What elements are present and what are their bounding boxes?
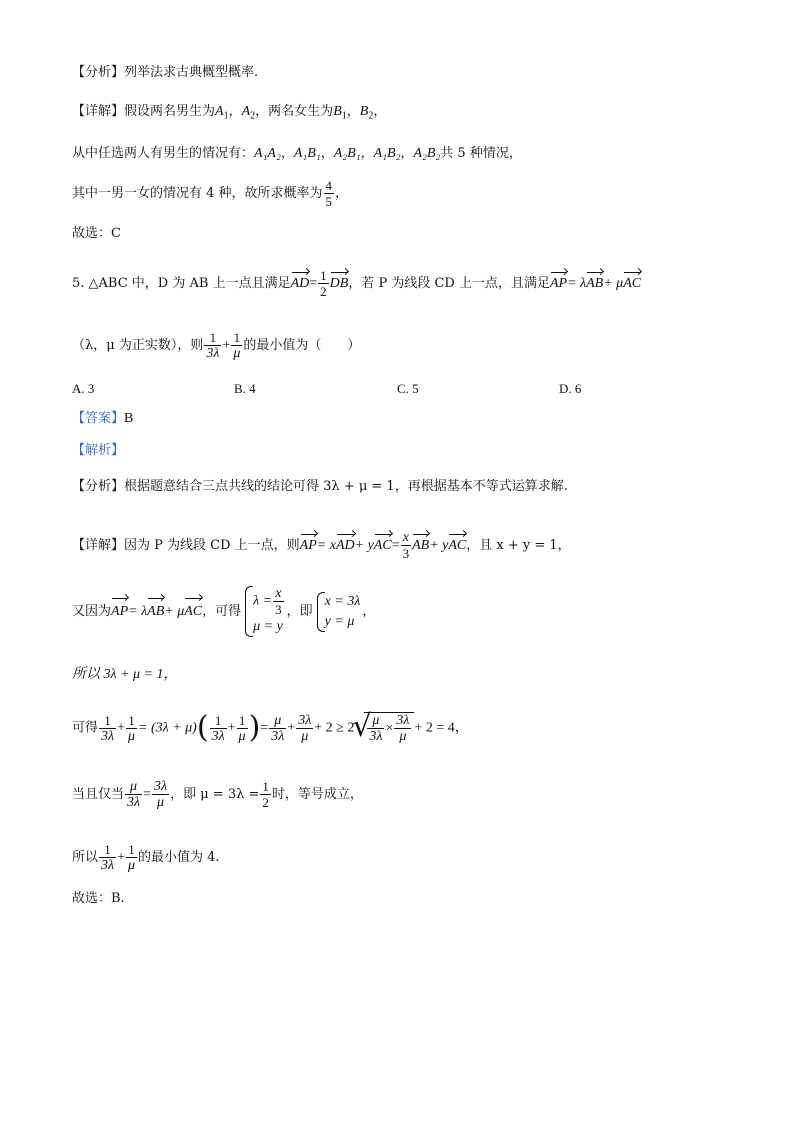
fraction	[152, 779, 169, 810]
vector-ap: AP	[299, 538, 317, 553]
vector-ab: AB	[147, 601, 164, 623]
detail-text: 所以	[72, 850, 99, 865]
system-row: x = 3λ	[324, 593, 361, 609]
operator: + 2 = 4，	[414, 720, 469, 736]
detail-tag: 【详解】	[72, 104, 125, 119]
option-a: A. 3	[72, 381, 95, 396]
question-number: 5.	[72, 276, 85, 291]
fraction	[204, 330, 221, 361]
q5-choice: 故选：B.	[72, 891, 125, 906]
pair: A₁B₁	[293, 146, 321, 161]
fraction	[231, 330, 242, 361]
solution-tag-text: 【解析】	[72, 443, 125, 458]
vector-ac: AC	[373, 538, 392, 553]
detail-text: 当且仅当	[72, 787, 125, 802]
denominator: 2	[262, 795, 269, 810]
numerator: x	[273, 586, 284, 602]
pair: A₁B₂	[373, 146, 401, 161]
system-row: y = μ	[324, 613, 355, 629]
numerator: μ	[125, 779, 142, 795]
vector-ab: AB	[412, 538, 430, 553]
q5-detail-line3	[72, 666, 178, 684]
operator: + 2 ≥ 2	[314, 720, 355, 736]
q5-detail-line2	[72, 586, 375, 637]
pair: A₁A₂	[254, 146, 281, 161]
denominator: 3λ	[271, 728, 285, 744]
operator: + μ	[164, 604, 185, 619]
pair: A₂B₁	[333, 146, 361, 161]
vector-ac: AC	[448, 538, 467, 553]
denominator: 3λ	[101, 858, 115, 873]
detail-text: 时，等号成立，	[271, 787, 363, 802]
operator: + y	[429, 538, 449, 553]
denominator: μ	[233, 346, 241, 361]
numerator: 1	[204, 330, 221, 346]
subscript: 1	[223, 110, 229, 122]
denominator: μ	[157, 795, 165, 810]
fraction	[126, 713, 137, 744]
fraction	[125, 779, 142, 810]
operator: + y	[354, 538, 374, 553]
option-d: D. 6	[559, 381, 582, 396]
detail-text: 的最小值为 4.	[138, 850, 220, 865]
equation-system-2	[315, 592, 361, 632]
numerator: 3λ	[396, 713, 410, 728]
subscript: 2	[250, 110, 256, 122]
numerator: μ	[269, 713, 286, 729]
option-c: C. 5	[397, 381, 419, 396]
denominator: 3	[275, 602, 282, 617]
numerator: 3λ	[298, 712, 312, 728]
q4-choice: 故选：C	[72, 226, 121, 241]
operator: = (3λ + μ)	[138, 720, 197, 736]
vector-ac: AC	[623, 276, 642, 291]
denominator: μ	[238, 728, 246, 744]
detail-tag: 【详解】	[72, 538, 125, 553]
operator: = λ	[128, 604, 148, 619]
q5-detail-line4: 可得 $\frac{1}{3\lambda}$ + $\frac{1}{\mu}$ = (3λ + μ)( $\frac{1}{3\lambda}$ + $\frac{1}{\mu}$ )= $\frac{\mu}{3\lambda}$ + $\frac{3\lambda}{\mu}$ + 2 ≥ 2 √ $\frac{\mu}{3\lambda}$ × $\frac{3\lambda}{\mu}$ + 2 = 4，	[72, 712, 469, 744]
operator: = x	[316, 538, 336, 553]
denominator: 3λ	[211, 728, 225, 744]
detail-text: ，两名女生为	[255, 104, 334, 119]
numerator: 1	[231, 330, 242, 346]
analysis-tag: 【分析】	[72, 479, 125, 494]
numerator: 1	[237, 713, 248, 729]
numerator: 1	[262, 779, 269, 794]
analysis-text: 根据题意结合三点共线的结论可得 3λ + μ = 1，再根据基本不等式运算求解.	[124, 479, 568, 494]
operator: =	[309, 276, 318, 291]
detail-text: 可得	[72, 720, 99, 736]
fraction	[401, 530, 412, 561]
detail-text: 假设两名男生为	[124, 104, 216, 119]
var-b: B	[359, 104, 369, 119]
var-b: B	[333, 104, 342, 119]
operator: =	[391, 538, 400, 553]
subscript: 2	[368, 110, 374, 122]
analysis-tag: 【分析】	[72, 65, 125, 80]
operator: = λ	[567, 276, 587, 291]
denominator: μ	[301, 728, 309, 744]
operator: + μ	[603, 276, 624, 291]
answer-line	[72, 410, 133, 428]
detail-text: 又因为	[72, 604, 112, 619]
detail-text: 其中一男一女的情况有 4 种，故所求概率为	[72, 186, 323, 201]
detail-text: 从中任选两人有男生的情况有：	[72, 146, 255, 161]
denominator: μ	[128, 728, 136, 744]
stem-text: 的最小值为（ ）	[243, 338, 361, 353]
denominator: 3λ	[127, 795, 141, 810]
q5-detail-line6: 所以 $\frac{1}{3\lambda}$ + $\frac{1}{\mu}$ 的最小值为 4.	[72, 842, 220, 873]
vector-ap: AP	[549, 276, 568, 291]
fraction	[126, 842, 137, 873]
vector-ad: AD	[335, 538, 355, 553]
square-root	[364, 712, 414, 744]
denominator: 3λ	[206, 346, 220, 361]
solution-tag	[72, 442, 124, 460]
system-row-text: λ =	[253, 593, 273, 609]
detail-text: 因为 P 为线段 CD 上一点，则	[124, 538, 300, 553]
detail-text: ，即 μ = 3λ =	[170, 787, 260, 802]
numerator: 1	[126, 842, 137, 858]
q5-stem-line1	[72, 268, 641, 299]
answer-tag: 【答案】	[72, 411, 125, 426]
numerator: 1	[99, 713, 116, 729]
fraction	[394, 713, 411, 744]
denominator: μ	[399, 729, 407, 744]
option-b: B. 4	[234, 381, 256, 396]
pair: A₂B₂	[413, 146, 441, 161]
denominator: 5	[325, 194, 333, 209]
q4-analysis-line	[72, 64, 258, 82]
operator: =	[260, 720, 269, 736]
detail-text: ，	[362, 604, 376, 619]
denominator: 3λ	[369, 729, 383, 744]
fraction	[367, 713, 384, 744]
q4-detail-line3: 其中一男一女的情况有 4 种，故所求概率为 $\frac{4}{5}$ ，	[72, 178, 349, 209]
fraction	[210, 713, 227, 744]
stem-text: △ABC 中，D 为 AB 上一点且满足	[88, 276, 291, 291]
vector-ad: AD	[290, 276, 310, 291]
denominator: 2	[320, 284, 327, 299]
detail-text: ，可得	[202, 604, 242, 619]
numerator: 1	[99, 842, 116, 858]
numerator: √ μ	[367, 713, 384, 729]
system-row	[253, 586, 285, 617]
var-a: A	[215, 104, 224, 119]
q5-stem-line2: （λ，μ 为正实数），则 $\frac{1}{3\lambda}$ + $\frac{1}{\mu}$ 的最小值为（ ）	[72, 330, 361, 361]
vector-ab: AB	[586, 276, 604, 291]
fraction	[324, 178, 335, 209]
stem-text: （λ，μ 为正实数），则	[72, 338, 204, 353]
detail-text: ，即	[286, 604, 313, 619]
operator: ×	[385, 721, 394, 736]
vector-db: DB	[329, 276, 349, 291]
vector-ac: AC	[184, 601, 202, 623]
subscript: 1	[341, 110, 347, 122]
vector-ap: AP	[111, 601, 128, 623]
detail-text: 所以 3λ + μ = 1，	[72, 667, 178, 682]
numerator: 4	[325, 178, 333, 193]
fraction	[269, 713, 286, 744]
q4-detail-line1: 【详解】假设两名男生为$A_1$，$A_2$，两名女生为$B_1$，$B_2$，	[72, 104, 387, 122]
fraction	[273, 586, 284, 617]
fraction	[237, 713, 248, 744]
numerator: 3λ	[154, 779, 168, 794]
q5-detail-line1	[72, 530, 571, 561]
denominator: μ	[128, 858, 136, 873]
equation-system-1	[243, 586, 285, 637]
fraction	[99, 713, 116, 744]
detail-text: ，且 x + y = 1，	[466, 538, 571, 553]
q4-detail-line2: 从中任选两人有男生的情况有：A₁A₂，A₁B₁，A₂B₁，A₁B₂，A₂B₂共 5 种情况，	[72, 146, 522, 161]
fraction	[99, 842, 116, 873]
q5-detail-line5: 当且仅当 $\frac{\mu}{3\lambda}$ = $\frac{3\lambda}{\mu}$ ，即 μ = 3λ = $\frac{1}{2}$ 时，等号成立，	[72, 779, 363, 810]
denominator: 3λ	[101, 728, 115, 744]
q5-analysis-line	[72, 478, 568, 496]
fraction	[318, 268, 329, 299]
stem-text: ，若 P 为线段 CD 上一点，且满足	[348, 276, 550, 291]
numerator: 1	[320, 268, 327, 283]
numerator: 1	[126, 713, 137, 729]
fraction	[296, 713, 313, 744]
analysis-text: 列举法求古典概型概率.	[124, 65, 259, 80]
answer-value: B	[124, 411, 134, 426]
detail-text: 共 5 种情况，	[440, 146, 522, 161]
system-row: μ = y	[253, 619, 283, 634]
fraction	[260, 779, 271, 810]
numerator: x	[401, 530, 412, 546]
var-a: A	[241, 104, 251, 119]
numerator: 1	[210, 713, 227, 729]
denominator: 3	[402, 546, 410, 561]
